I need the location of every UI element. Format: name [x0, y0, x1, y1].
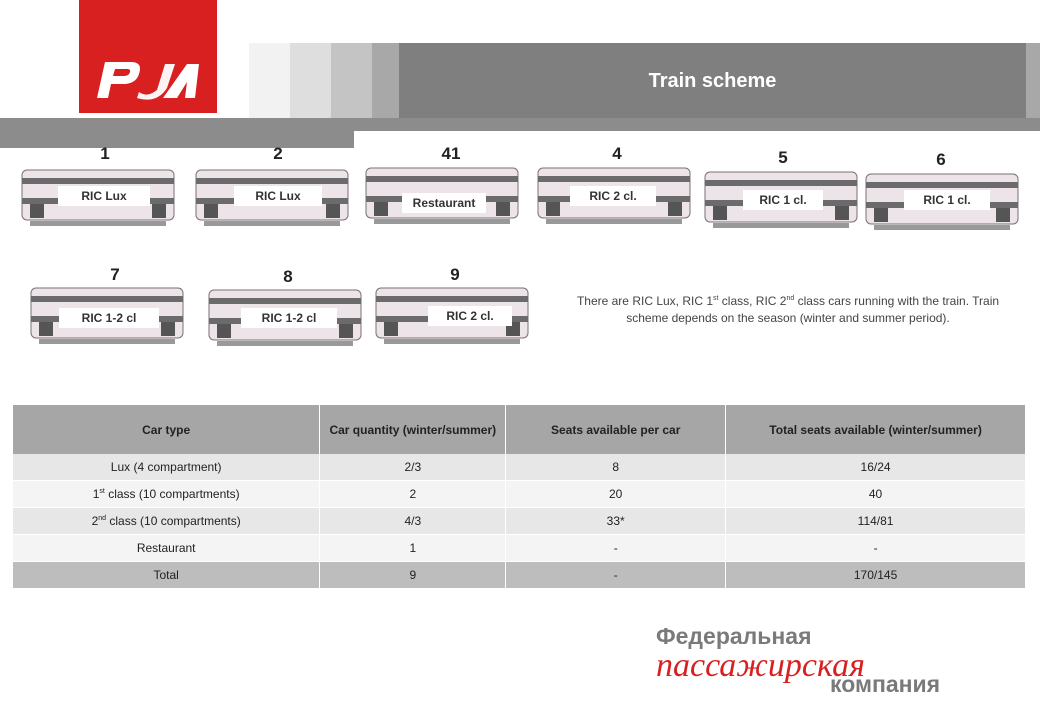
- car-seats-table: [13, 405, 1026, 589]
- fpk-logo: [652, 618, 992, 708]
- table-cell: -: [506, 535, 726, 562]
- header-band-segment: [1026, 43, 1040, 118]
- car-type-label: RIC 1-2 cl: [241, 308, 337, 328]
- page-title: Train scheme: [648, 70, 777, 92]
- train-car: [29, 286, 185, 348]
- divider-bar: [0, 131, 354, 148]
- train-car: [20, 168, 176, 230]
- table-header-row: [13, 405, 1026, 454]
- car-number: 7: [110, 265, 120, 284]
- header-band-segment: [249, 43, 290, 118]
- car-number: 41: [441, 144, 461, 163]
- brand-line-3: компания: [830, 671, 941, 697]
- table-row: [13, 508, 1026, 535]
- car-type-label: RIC 2 cl.: [428, 306, 512, 326]
- table-cell: Restaurant: [13, 535, 320, 562]
- table-cell: Total: [13, 562, 320, 589]
- rzd-logo: [79, 0, 217, 113]
- car-number: 9: [450, 265, 460, 284]
- train-car: [207, 288, 363, 350]
- table-cell: 4/3: [320, 508, 506, 535]
- car-number: 1: [100, 144, 110, 163]
- table-row: [13, 454, 1026, 481]
- car-number: 8: [283, 267, 293, 286]
- train-car: [374, 286, 530, 348]
- car-number: 5: [778, 148, 788, 167]
- table-header-cell: Car type: [13, 405, 320, 454]
- table-total-row: [13, 562, 1026, 589]
- table-cell: 1: [320, 535, 506, 562]
- car-type-label: RIC 1 cl.: [743, 190, 823, 210]
- table-cell: 2/3: [320, 454, 506, 481]
- header-band-segment: [290, 43, 331, 118]
- table-cell: 8: [506, 454, 726, 481]
- table-cell: 40: [726, 481, 1026, 508]
- train-car: [364, 166, 520, 228]
- table-cell: 2: [320, 481, 506, 508]
- header-band-segment: [372, 43, 399, 118]
- train-car: [703, 170, 859, 232]
- table-cell: 9: [320, 562, 506, 589]
- train-car: [536, 166, 692, 228]
- car-number: 2: [273, 144, 283, 163]
- header-band-segment: [331, 43, 372, 118]
- table-row: [13, 481, 1026, 508]
- train-description: There are RIC Lux, RIC 1st class, RIC 2nd class cars running with the train. Train scheme depends on the season (winter and summer period).: [576, 294, 1000, 325]
- car-type-label: RIC Lux: [234, 186, 322, 206]
- table-header-cell: Total seats available (winter/summer): [726, 405, 1026, 454]
- table-cell: 114/81: [726, 508, 1026, 535]
- table-cell: -: [506, 562, 726, 589]
- table-cell: 33*: [506, 508, 726, 535]
- table-cell: 1st class (10 compartments): [13, 481, 320, 508]
- fpk-logo-graphic: [652, 618, 992, 708]
- train-car: [194, 168, 350, 230]
- train-car: [864, 172, 1020, 234]
- car-type-label: RIC 2 cl.: [570, 186, 656, 206]
- car-type-label: RIC 1-2 cl: [59, 308, 159, 328]
- table-cell: 170/145: [726, 562, 1026, 589]
- table-row: [13, 535, 1026, 562]
- table-cell: 16/24: [726, 454, 1026, 481]
- table-cell: -: [726, 535, 1026, 562]
- table-header-cell: Car quantity (winter/summer): [320, 405, 506, 454]
- table-cell: Lux (4 compartment): [13, 454, 320, 481]
- car-type-label: RIC Lux: [58, 186, 150, 206]
- car-type-label: Restaurant: [402, 193, 486, 213]
- brand-line-1: Федеральная: [656, 623, 812, 649]
- brand-line-2: пассажирская: [656, 647, 865, 684]
- table-cell: 20: [506, 481, 726, 508]
- car-type-label: RIC 1 cl.: [904, 190, 990, 210]
- car-number: 4: [612, 144, 622, 163]
- car-number: 6: [936, 150, 946, 169]
- table-cell: 2nd class (10 compartments): [13, 508, 320, 535]
- divider-bar: [0, 118, 1040, 131]
- rzd-logo-icon: [91, 54, 209, 102]
- table-header-cell: Seats available per car: [506, 405, 726, 454]
